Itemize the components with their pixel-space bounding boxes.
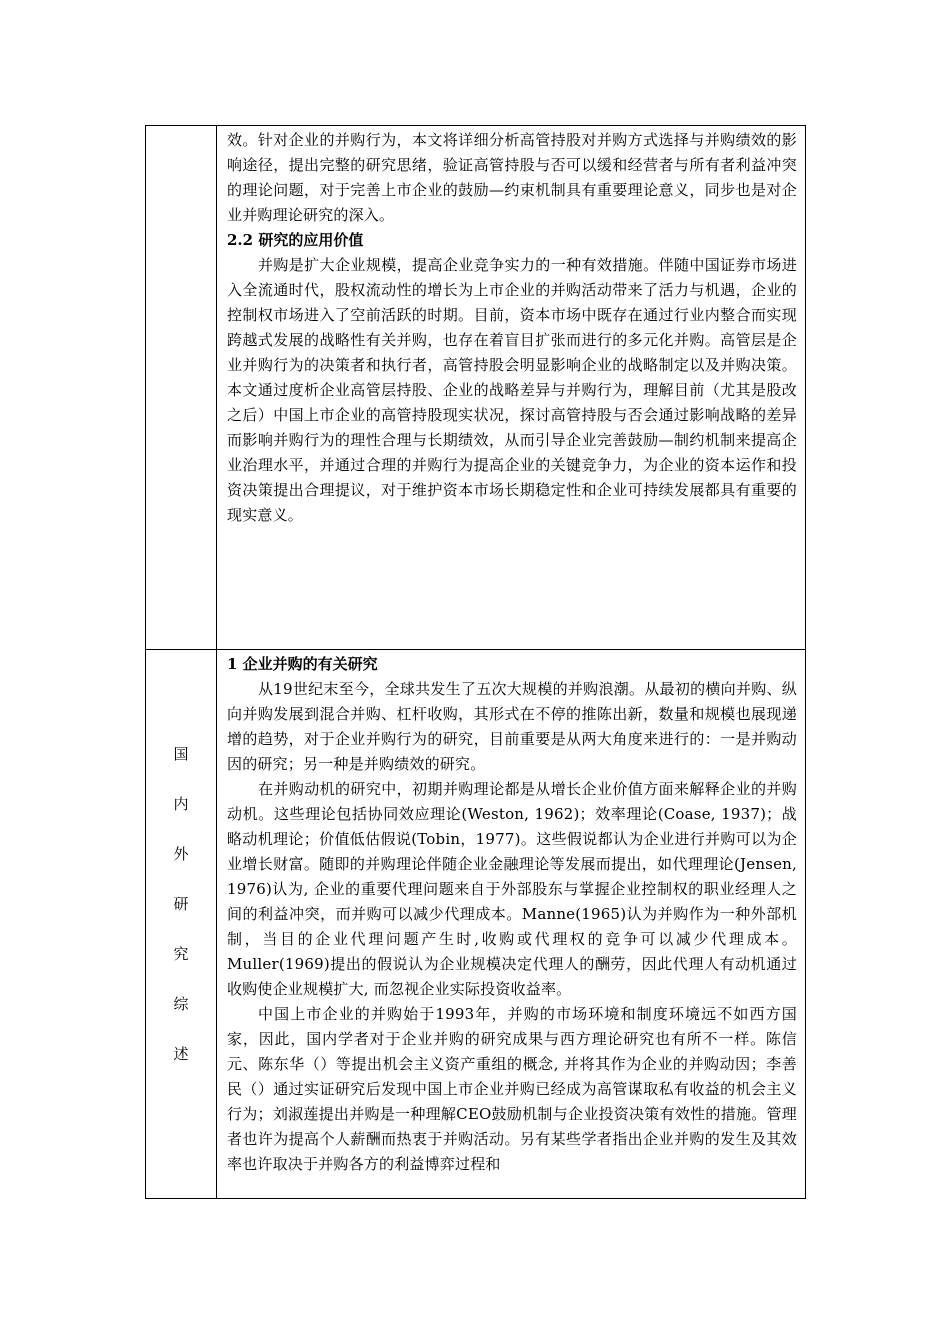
label-char: 研 [173,895,189,913]
label-char: 内 [173,795,189,813]
paragraph: 效。针对企业的并购行为，本文将详细分析高管持股对并购方式选择与并购绩效的影响途径，提出完整的研究思绪，验证高管持股与否可以缓和经营者与所有者利益冲突的理论问题，对于完善上市企业的鼓励—约束机制具有重要理论意义，同步也是对企业并购理论研究的深入。 [227,131,797,224]
label-char: 外 [173,845,189,863]
label-char: 国 [173,745,189,763]
label-char: 究 [173,945,189,963]
content-cell-review [217,650,806,1199]
side-cell-empty [146,126,217,650]
label-char: 综 [173,995,189,1013]
table-row [146,126,806,650]
report-table [145,125,806,1199]
label-char: 述 [173,1045,189,1063]
section-heading: 2.2 研究的应用价值 [227,231,364,249]
paragraph: 并购是扩大企业规模，提高企业竞争实力的一种有效措施。伴随中国证券市场进入全流通时代，股权流动性的增长为上市企业的并购活动带来了活力与机遇，企业的控制权市场进入了空前活跃的时期。目前，资本市场中既存在通过行业内整合而实现跨越式发展的战略性有关并购，也存在着盲目扩张而进行的多元化并购。高管层是企业并购行为的决策者和执行者，高管持股会明显影响企业的战略制定以及并购决策。本文通过度析企业高管层持股、企业的战略差异与并购行为，理解目前（尤其是股改之后）中国上市企业的高管持股现实状况，探讨高管持股与否会通过影响战略的差异而影响并购行为的理性合理与长期绩效，从而引导企业完善鼓励—制约机制来提高企业治理水平，并通过合理的并购行为提高企业的关键竞争力，为企业的资本运作和投资决策提出合理提议，对于维护资本市场长期稳定性和企业可持续发展都具有重要的现实意义。 [227,256,797,524]
side-label-cell [146,650,217,1199]
paragraph: 中国上市企业的并购始于1993年，并购的市场环境和制度环境远不如西方国家，因此，国内学者对于企业并购的研究成果与西方理论研究也有所不一样。陈信元、陈东华（）等提出机会主义资产重组的概念, 并将其作为企业的并购动因；李善民（）通过实证研究后发现中国上市企业并购已经成为高管谋取私有收益的机会主义行为；刘淑莲提出并购是一种理解CEO鼓励机制与企业投资决策有效性的措施。管理者也许为提高个人薪酬而热衷于并购活动。另有某些学者指出企业并购的发生及其效率也许取决于并购各方的利益博弈过程和 [227,1005,797,1173]
paragraph: 从19世纪末至今，全球共发生了五次大规模的并购浪潮。从最初的横向并购、纵向并购发展到混合并购、杠杆收购，其形式在不停的推陈出新，数量和规模也展现递增的趋势，对于企业并购行为的研究，目前重要是从两大角度来进行的：一是并购动因的研究；另一种是并购绩效的研究。 [227,680,797,773]
vertical-label [146,650,216,1067]
paragraph: 在并购动机的研究中，初期并购理论都是从增长企业价值方面来解释企业的并购动机。这些理论包括协同效应理论(Weston, 1962)；效率理论(Coase, 1937)；战略动机理论；价值低估假说(Tobin，1977)。这些假说都认为企业进行并购可以为企业增长财富。随即的并购理论伴随企业金融理论等发展而提出，如代理理论(Jensen, 1976)认为, 企业的重要代理问题来自于外部股东与掌握企业控制权的职业经理人之间的利益冲突，而并购可以减少代理成本。Manne(1965)认为并购作为一种外部机制，当目的企业代理问题产生时,收购或代理权的竞争可以减少代理成本。Muller(1969)提出的假说认为企业规模决定代理人的酬劳，因此代理人有动机通过收购使企业规模扩大, 而忽视企业实际投资收益率。 [227,780,797,998]
table-row [146,650,806,1199]
content-cell-significance [217,126,806,650]
section-heading: 1 企业并购的有关研究 [227,655,378,673]
